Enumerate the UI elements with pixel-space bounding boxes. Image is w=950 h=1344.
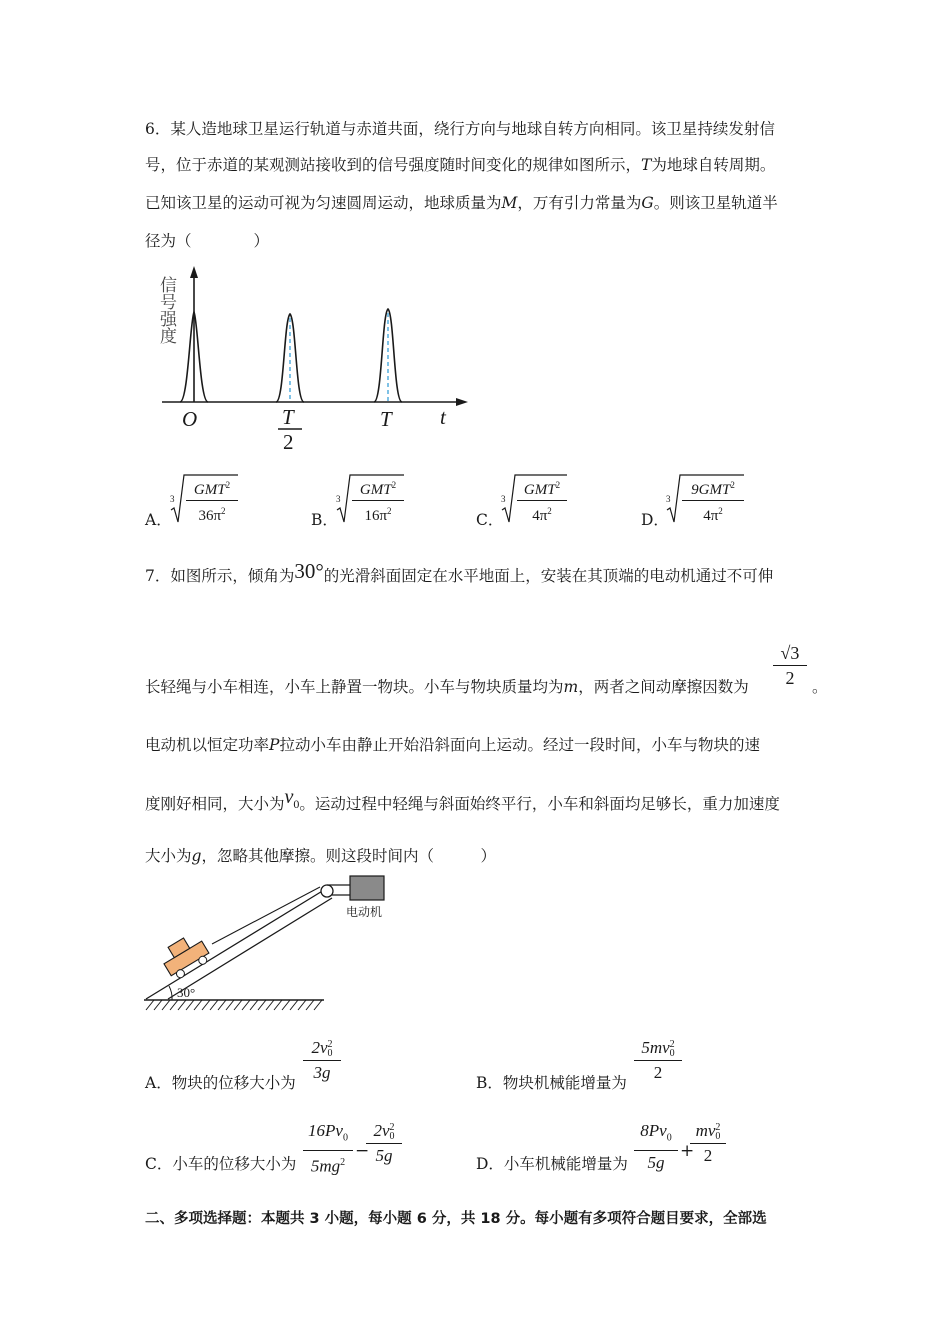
q6-line3: [145, 193, 778, 213]
q7-var-v0: [284, 786, 300, 811]
frac-num-sup: 2: [327, 1039, 333, 1051]
q7-var-m: m: [563, 678, 579, 696]
frac-den-exp: 2: [221, 506, 226, 516]
y-axis-arrow-icon: [190, 266, 198, 278]
frac-num-exp: 2: [225, 480, 231, 490]
graph-ylabel: 信号强度: [156, 276, 176, 344]
frac-num: 9GMT: [691, 482, 731, 498]
v0-sub: 0: [293, 797, 300, 811]
frac-num: 2v: [311, 1038, 328, 1057]
q6-line2-text-c: 为地球自转周期。: [651, 156, 776, 174]
q7-var-g: g: [191, 847, 202, 865]
frac-den-exp: 2: [718, 506, 723, 516]
frac-num-exp: 2: [555, 480, 561, 490]
ground-hatching: [146, 1000, 322, 1010]
q7-line5: [145, 846, 496, 866]
q7-option-d-label: D．小车机械能增量为: [476, 1155, 628, 1173]
x-axis-arrow-icon: [456, 398, 468, 406]
angle-label: 30°: [177, 985, 196, 1000]
q7-option-a-label: A．物块的位移大小为: [145, 1074, 296, 1092]
q7-line1-text-a: 7．如图所示，倾角为: [145, 567, 295, 585]
root-index: 3: [170, 494, 175, 504]
frac-num: 16Pv: [308, 1121, 343, 1140]
q6-option-a-label: A．: [145, 511, 172, 529]
frac-num-sup: 2: [389, 1122, 395, 1134]
frac-den: 2: [653, 1063, 663, 1082]
root-index: 3: [666, 494, 671, 504]
root-index: 3: [501, 494, 506, 504]
frac-num: GMT: [193, 482, 226, 498]
frac-den: 5g: [647, 1153, 665, 1173]
motor-label: 电动机: [346, 905, 383, 919]
frac-num-exp: 2: [730, 480, 735, 490]
q7-incline-figure: [138, 868, 388, 1018]
frac-den: 3g: [313, 1063, 331, 1082]
frac-num: 2v: [373, 1121, 390, 1140]
q7-line4-text-b: 。运动过程中轻绳与斜面始终平行，小车和斜面均足够长，重力加速度: [299, 795, 780, 813]
q7-option-d-plus: +: [680, 1141, 695, 1161]
q7-option-b-fraction: [634, 1037, 682, 1084]
q7-line5-text-c: ，忽略其他摩擦。则这段时间内（ ）: [201, 847, 496, 865]
q7-line2-text-c: ，两者之间动摩擦因数为: [578, 678, 749, 696]
frac-num-sub: 0: [389, 1131, 395, 1143]
frac-num: GMT: [523, 482, 556, 498]
root-index: 3: [336, 494, 341, 504]
graph-origin-label: O: [182, 407, 198, 431]
frac-den: 16π: [364, 508, 388, 524]
motor-icon: [350, 876, 384, 900]
q6-option-d-label: D．: [641, 511, 669, 529]
frac-num-sub: 0: [669, 1048, 675, 1060]
q6-signal-graph: [150, 262, 480, 457]
frac-den: 5mg: [310, 1157, 341, 1177]
q6-line4: 径为（ ）: [145, 232, 270, 250]
frac-num: mv: [695, 1121, 716, 1140]
frac-num: 8Pv: [640, 1121, 667, 1140]
frac-num-sup: 2: [669, 1039, 675, 1051]
q7-option-b-label: B．物块机械能增量为: [476, 1074, 627, 1092]
q6-var-M: M: [501, 194, 518, 212]
graph-tick-half-den: 2: [283, 430, 294, 454]
q6-option-b-expr: [336, 472, 406, 526]
q7-option-d-fraction-1: [634, 1120, 678, 1174]
frac-num: GMT: [359, 482, 392, 498]
v0-base: v: [284, 786, 294, 808]
q7-line3: [145, 735, 760, 755]
q6-option-b-label: B．: [311, 511, 338, 529]
q7-option-c-label: C．小车的位移大小为: [145, 1155, 297, 1173]
frac-den: 5g: [375, 1146, 393, 1165]
section-2-heading: 二、多项选择题：本题共 3 小题，每小题 6 分，共 18 分。每小题有多项符合题目要求，全部选: [145, 1211, 767, 1227]
graph-xlabel: t: [440, 405, 446, 429]
frac-num: 5mv: [641, 1038, 670, 1057]
frac-den-sup: 2: [340, 1157, 346, 1169]
q7-var-P: P: [269, 736, 280, 754]
mu-num: √3: [780, 643, 800, 663]
q7-line5-text-a: 大小为: [145, 847, 192, 865]
q6-var-T: T: [641, 156, 652, 174]
q6-option-c-label: C．: [476, 511, 504, 529]
frac-num-sub: 0: [327, 1048, 333, 1060]
graph-tick-full: T: [380, 407, 392, 431]
q6-line2-text-a: 号，位于赤道的某观测站接收到的信号强度随时间变化的规律如图所示，: [145, 156, 642, 174]
q7-option-c-fraction-1: [303, 1120, 353, 1178]
q7-mu-fraction: [773, 642, 807, 689]
q7-line1-text-b: 的光滑斜面固定在水平地面上，安装在其顶端的电动机通过不可伸: [323, 567, 774, 585]
pulley-icon: [321, 885, 333, 897]
frac-den: 4π: [532, 508, 548, 524]
q7-line4-text-a: 度刚好相同，大小为: [145, 795, 285, 813]
q6-option-d-expr: [666, 472, 746, 526]
q6-line3-text-a: 已知该卫星的运动可视为匀速圆周运动，地球质量为: [145, 194, 502, 212]
q7-line2-end: 。: [812, 678, 828, 696]
q7-line2-text-a: 长轻绳与小车相连，小车上静置一物块。小车与物块质量均为: [145, 678, 564, 696]
frac-den-exp: 2: [387, 506, 392, 516]
q6-var-G: G: [641, 194, 654, 212]
frac-num-exp: 2: [391, 480, 397, 490]
q6-option-a-expr: [170, 472, 240, 526]
graph-tick-half-num: T: [282, 405, 294, 429]
q6-line3-text-c: ，万有引力常量为: [517, 194, 642, 212]
q7-line3-text-a: 电动机以恒定功率: [145, 736, 270, 754]
q7-option-a-fraction: [303, 1037, 341, 1084]
cart-group: [158, 931, 213, 982]
q7-angle: 30°: [294, 559, 324, 583]
q6-line3-text-e: 。则该卫星轨道半: [653, 194, 778, 212]
q6-line1: 6．某人造地球卫星运行轨道与赤道共面，绕行方向与地球自转方向相同。该卫星持续发射信: [145, 120, 775, 138]
frac-num-sub: 0: [715, 1131, 721, 1143]
q7-line3-text-c: 拉动小车由静止开始沿斜面向上运动。经过一段时间，小车与物块的速: [279, 736, 760, 754]
frac-num-sub: 0: [342, 1132, 348, 1144]
frac-den: 2: [703, 1146, 713, 1165]
q7-option-c-minus: −: [355, 1141, 370, 1161]
frac-den: 36π: [198, 508, 222, 524]
q7-option-d-fraction-2: [690, 1120, 726, 1167]
q7-line1: [145, 559, 774, 586]
frac-den-exp: 2: [547, 506, 552, 516]
frac-den: 4π: [703, 508, 719, 524]
q7-option-c-fraction-2: [366, 1120, 402, 1167]
q7-line2: [145, 677, 749, 697]
q6-option-c-expr: [501, 472, 571, 526]
frac-num-sup: 2: [715, 1122, 721, 1134]
q7-line4: [145, 786, 780, 820]
mu-den: 2: [785, 668, 795, 688]
q6-line2: [145, 155, 775, 175]
frac-num-sub: 0: [666, 1132, 672, 1144]
